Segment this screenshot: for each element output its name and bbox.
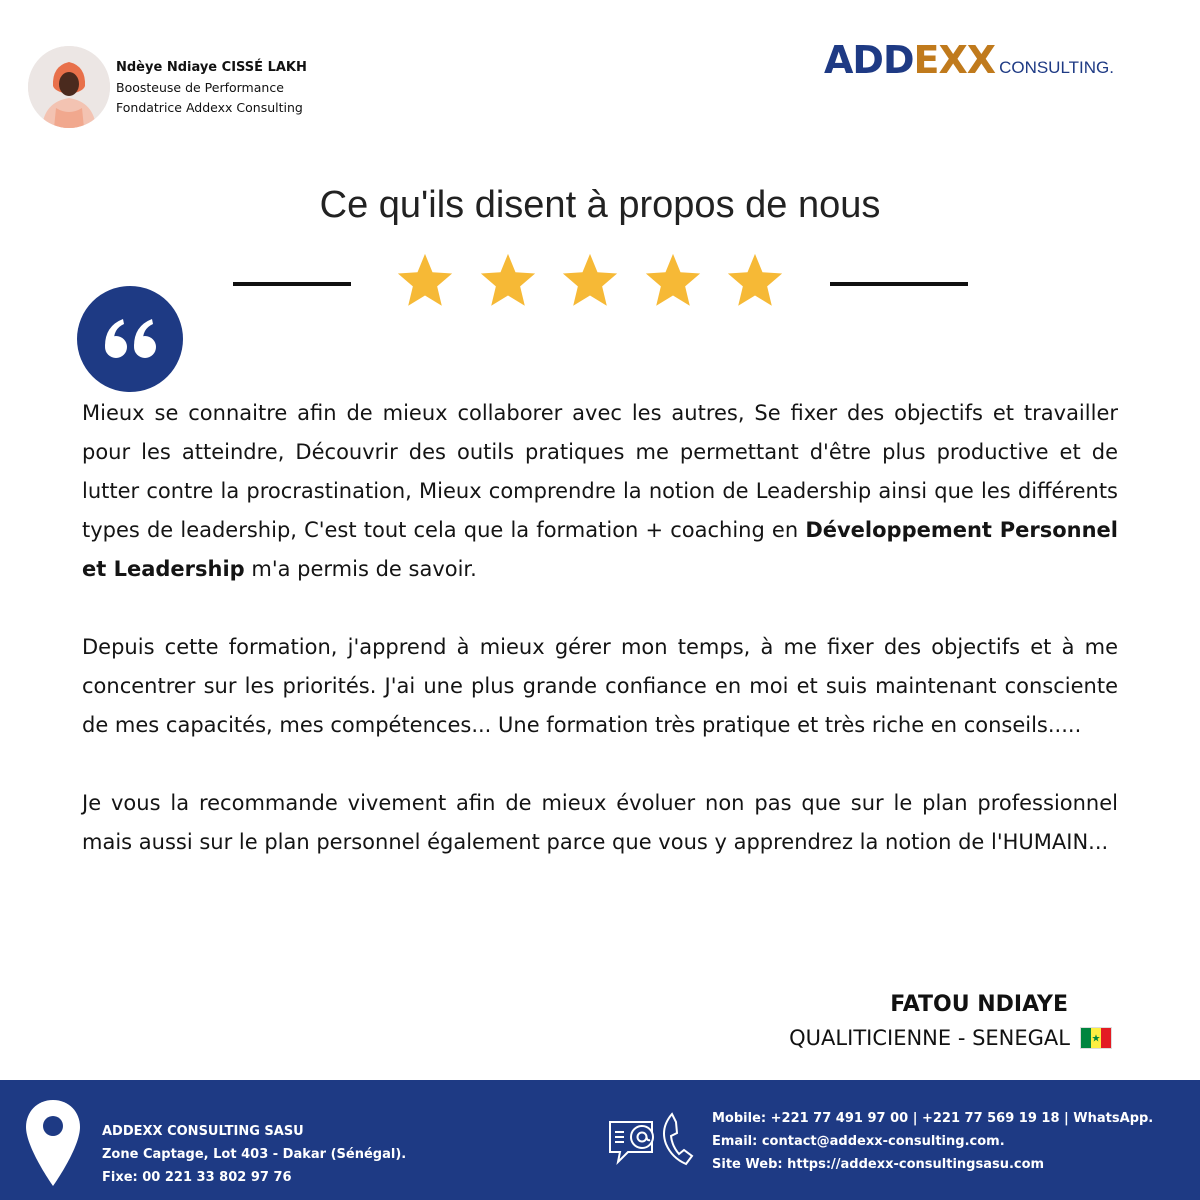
author-name: Ndèye Ndiaye CISSÉ LAKH bbox=[116, 60, 307, 75]
email-phone-icon bbox=[606, 1106, 698, 1170]
footer bbox=[0, 1080, 1200, 1200]
star-icon bbox=[477, 250, 539, 312]
flag-stripe-green bbox=[1081, 1028, 1091, 1048]
logo-part-add: ADD bbox=[824, 38, 914, 82]
logo-part-exx: EXX bbox=[913, 38, 996, 82]
divider-right bbox=[830, 282, 968, 286]
reviewer-role: QUALITICIENNE - SENEGAL bbox=[789, 1026, 1070, 1050]
divider-left bbox=[233, 282, 351, 286]
footer-email[interactable]: Email: contact@addexx-consulting.com. bbox=[712, 1134, 1005, 1149]
footer-company: ADDEXX CONSULTING SASU bbox=[102, 1124, 304, 1139]
testimonial-course-name: Développement Personnel et Leadership bbox=[82, 518, 1118, 581]
star-icon bbox=[394, 250, 456, 312]
company-logo bbox=[824, 38, 1164, 86]
logo-part-consulting: CONSULTING. bbox=[999, 58, 1114, 77]
footer-mobile: Mobile: +221 77 491 97 00 | +221 77 569 19 18 | WhatsApp. bbox=[712, 1111, 1154, 1126]
testimonial-paragraph-3: Je vous la recommande vivement afin de mieux évoluer non pas que sur le plan professionnel mais aussi sur le plan personnel également parce que vous y apprendrez la notion de l'HUMAIN... bbox=[82, 791, 1118, 854]
page-title: Ce qu'ils disent à propos de nous bbox=[319, 184, 881, 226]
star-icon bbox=[559, 250, 621, 312]
footer-website[interactable]: Site Web: https://addexx-consultingsasu.com bbox=[712, 1157, 1045, 1172]
testimonial-paragraph-1 bbox=[82, 394, 1118, 589]
flag-stripe-red bbox=[1101, 1028, 1111, 1048]
testimonial-p1-start: Mieux se connaitre afin de mieux collaborer avec les autres, Se fixer des objectifs et travailler pour les atteindre, Découvrir des outils pratiques me permettant d'être plus productive et de lutter contre la procrastination, Mieux comprendre la notion de Leadership ainsi que les différents types de leadership, C'est tout cela que la formation + coaching en bbox=[82, 401, 1118, 542]
avatar-portrait bbox=[28, 46, 110, 128]
author-text bbox=[116, 58, 307, 118]
location-pin-icon bbox=[24, 1098, 82, 1188]
footer-contact-block bbox=[712, 1107, 1153, 1176]
reviewer-name: FATOU NDIAYE bbox=[890, 992, 1068, 1017]
senegal-flag-icon bbox=[1080, 1027, 1112, 1049]
testimonial-p1-end: m'a permis de savoir. bbox=[251, 557, 477, 581]
star-rating bbox=[394, 250, 786, 314]
star-icon bbox=[642, 250, 704, 312]
testimonial-paragraph-2: Depuis cette formation, j'apprend à mieux gérer mon temps, à me fixer des objectifs et à me concentrer sur les priorités. J'ai une plus grande confiance en moi et suis maintenant consciente de mes capacités, mes compétences... Une formation très pratique et très riche en conseils..... bbox=[82, 635, 1118, 737]
testimonial-text bbox=[82, 394, 1118, 862]
flag-star-icon bbox=[1092, 1034, 1100, 1042]
flag-stripe-yellow bbox=[1091, 1028, 1101, 1048]
star-icon bbox=[724, 250, 786, 312]
quote-icon bbox=[77, 286, 183, 392]
footer-address-block bbox=[102, 1120, 406, 1189]
reviewer-role-row bbox=[789, 1026, 1112, 1050]
author-role: Fondatrice Addexx Consulting bbox=[116, 100, 303, 115]
author-title: Boosteuse de Performance bbox=[116, 80, 284, 95]
footer-address: Zone Captage, Lot 403 - Dakar (Sénégal). bbox=[102, 1147, 407, 1162]
footer-phone-fixe: Fixe: 00 221 33 802 97 76 bbox=[102, 1170, 292, 1185]
author-card bbox=[28, 46, 358, 132]
avatar bbox=[28, 46, 110, 128]
